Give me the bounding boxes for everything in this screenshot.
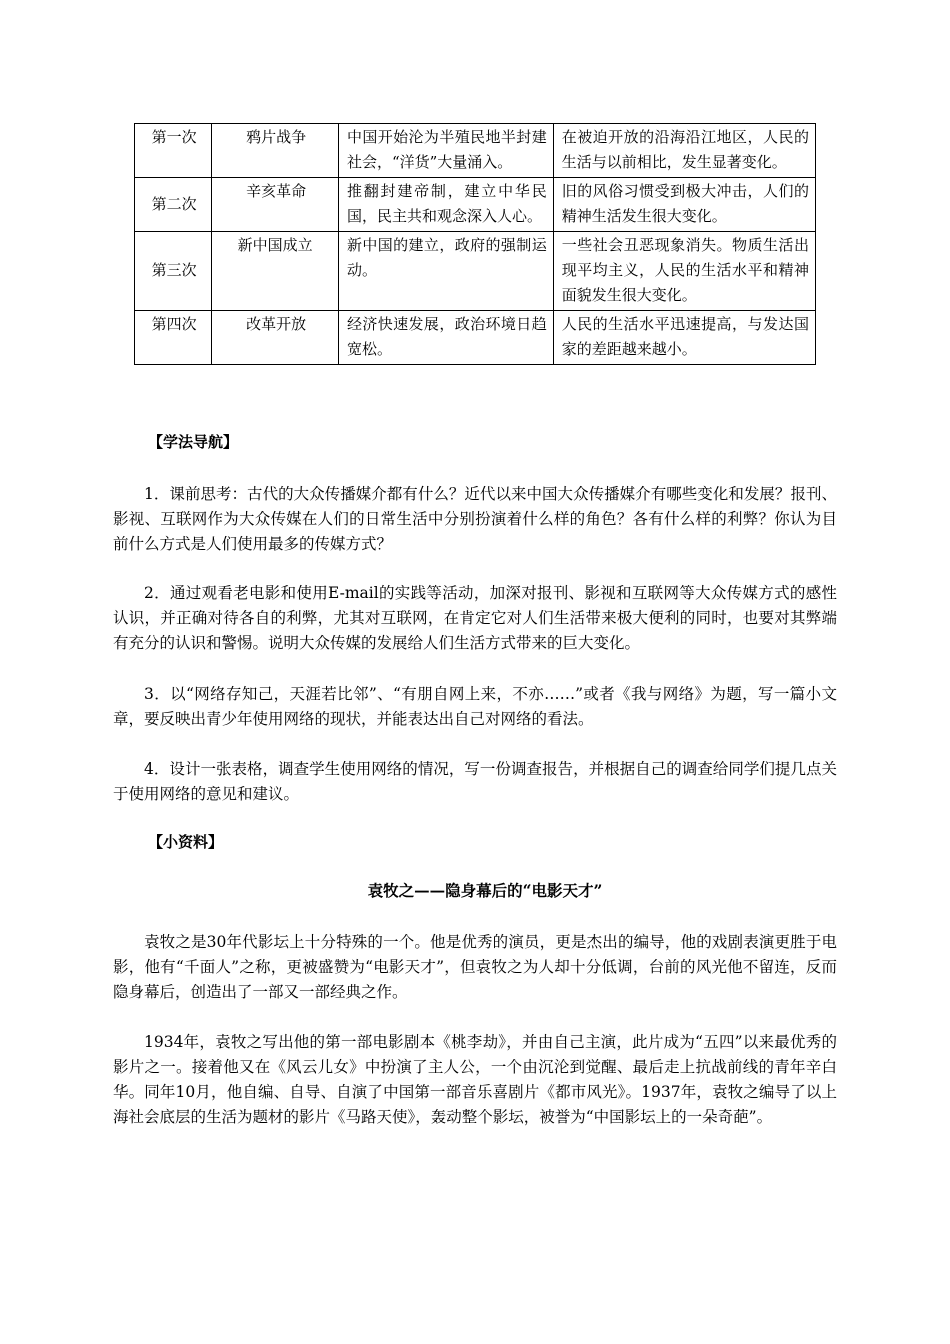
table-cell-change: 旧的风俗习惯受到极大冲击，人们的精神生活发生很大变化。 xyxy=(553,178,815,232)
table-cell-event: 新中国成立 xyxy=(212,232,339,311)
table-row xyxy=(135,178,816,232)
table-cell-cause: 推翻封建帝制，建立中华民国，民主共和观念深入人心。 xyxy=(338,178,553,232)
table-cell-event: 鸦片战争 xyxy=(212,124,339,178)
table-cell-time: 第四次 xyxy=(135,311,212,365)
table-cell-event: 辛亥革命 xyxy=(212,178,339,232)
table-row xyxy=(135,124,816,178)
article-paragraph-2: 1934年，袁牧之写出他的第一部电影剧本《桃李劫》，并由自己主演，此片成为“五四”以来最优秀的影片之一。接着他又在《风云儿女》中扮演了主人公，一个由沉沦到觉醒、最后走上抗战前线的青年辛白华。同年10月，他自编、自导、自演了中国第一部音乐喜剧片《都市风光》。1937年，袁牧之编导了以上海社会底层的生活为题材的影片《马路天使》，轰动整个影坛，被誉为“中国影坛上的一朵奇葩”。 xyxy=(113,1033,837,1126)
table-cell-cause: 新中国的建立，政府的强制运动。 xyxy=(338,232,553,311)
study-guide-item-1: 1．课前思考：古代的大众传播媒介都有什么？近代以来中国大众传播媒介有哪些变化和发展？报刊、影视、互联网作为大众传媒在人们的日常生活中分别扮演着什么样的角色？各有什么样的利弊？你认为目前什么方式是人们使用最多的传媒方式？ xyxy=(113,485,837,553)
study-guide-item-2: 2．通过观看老电影和使用E-mail的实践等活动，加深对报刊、影视和互联网等大众传媒方式的感性认识，并正确对待各自的利弊，尤其对互联网，在肯定它对人们生活带来极大便利的同时，也要对其弊端有充分的认识和警惕。说明大众传媒的发展给人们生活方式带来的巨大变化。 xyxy=(113,584,837,652)
table-row xyxy=(135,311,816,365)
table-cell-time: 第三次 xyxy=(135,232,212,311)
study-guide-item-4: 4．设计一张表格，调查学生使用网络的情况，写一份调查报告，并根据自己的调查给同学们提几点关于使用网络的意见和建议。 xyxy=(113,760,837,803)
material-heading: 【小资料】 xyxy=(148,833,224,851)
table-cell-change: 在被迫开放的沿海沿江地区，人民的生活与以前相比，发生显著变化。 xyxy=(553,124,815,178)
article-paragraph-1: 袁牧之是30年代影坛上十分特殊的一个。他是优秀的演员，更是杰出的编导，他的戏剧表演更胜于电影，他有“千面人”之称，更被盛赞为“电影天才”，但袁牧之为人却十分低调，台前的风光他不留连，反而隐身幕后，创造出了一部又一部经典之作。 xyxy=(113,933,837,1001)
study-guide-item-3: 3．以“网络存知己，天涯若比邻”、“有朋自网上来，不亦……”或者《我与网络》为题，写一篇小文章，要反映出青少年使用网络的现状，并能表达出自己对网络的看法。 xyxy=(113,685,837,728)
table-cell-cause: 中国开始沦为半殖民地半封建社会，“洋货”大量涌入。 xyxy=(338,124,553,178)
table-row xyxy=(135,232,816,311)
table-cell-event: 改革开放 xyxy=(212,311,339,365)
study-guide-heading: 【学法导航】 xyxy=(148,433,239,451)
table-cell-change: 一些社会丑恶现象消失。物质生活出现平均主义，人民的生活水平和精神面貌发生很大变化。 xyxy=(553,232,815,311)
article-title: 袁牧之——隐身幕后的“电影天才” xyxy=(367,881,603,900)
table-cell-change: 人民的生活水平迅速提高，与发达国家的差距越来越小。 xyxy=(553,311,815,365)
table-cell-time: 第一次 xyxy=(135,124,212,178)
history-changes-table xyxy=(134,123,816,365)
table-cell-cause: 经济快速发展，政治环境日趋宽松。 xyxy=(338,311,553,365)
table-cell-time: 第二次 xyxy=(135,178,212,232)
